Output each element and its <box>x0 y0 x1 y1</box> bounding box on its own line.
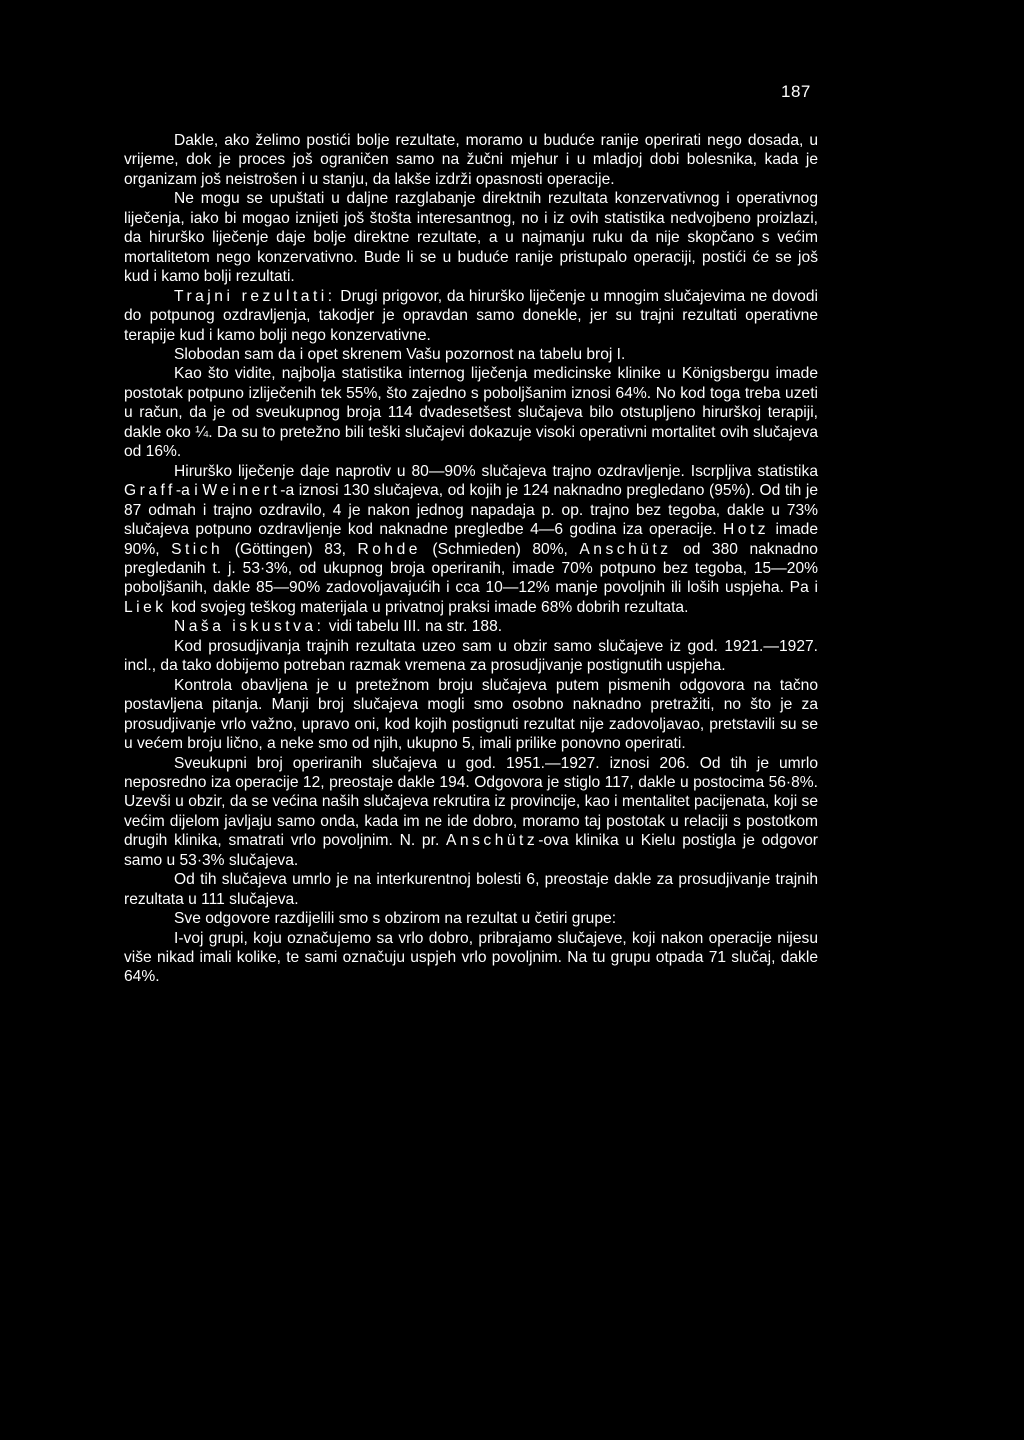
text-segment: Hirurško liječenje daje naprotiv u 80—90% slučajeva trajno ozdravljenje. Iscrpljiva statistika <box>174 462 818 480</box>
paragraph <box>124 131 818 189</box>
text-segment: Ne mogu se upuštati u daljne razglabanje direktnih rezultata konzervativnog i operativnog liječenja, iako bi mogao iznijeti još štošta interesantnog, no i iz ovih statistika nedvojbeno proizlazi, da hirurško liječenje daje bolje direktne rezultate, a u najmanju ruku da nije skopčano s većim mortalitetom nego konzervativno. Bude li se u buduće ranije pristupalo operaciji, postići će se još kud i kamo bolji rezultati. <box>124 190 818 286</box>
text-segment: -a i <box>175 482 203 500</box>
paragraph <box>124 287 818 345</box>
spaced-name: Liek <box>124 598 167 616</box>
text-segment: kod svojeg teškog materijala u privatnoj praksi imade 68% dobrih rezultata. <box>166 598 689 616</box>
spaced-name: Rohde <box>357 540 421 558</box>
spaced-name: Naša iskustva: <box>174 618 325 636</box>
spaced-name: Anschütz <box>579 540 672 558</box>
paragraph <box>124 617 818 636</box>
text-segment: Slobodan sam da i opet skrenem Vašu pozornost na tabelu broj I. <box>174 345 626 363</box>
spaced-name: Anschütz <box>446 832 539 850</box>
body-text <box>124 131 818 987</box>
text-segment: I-voj grupi, koju označujemo sa vrlo dobro, pribrajamo slučajeve, koji nakon operacije nijesu više nikad imali kolike, te sami označuju uspjeh vrlo povoljnim. Na tu grupu otpada 71 slučaj, dakle 64%. <box>124 929 818 986</box>
paragraph <box>124 929 818 987</box>
page-number: 187 <box>781 82 811 101</box>
text-segment: od 380 naknadno pregledanih t. j. 53·3%, od ukupnog broja operiranih, imade 70% potpuno bez tegoba, 15—20% poboljšanih, dakle 85—90% zadovoljavajućih i cca 10—12% manje povoljnih ili loših uspjeha. Pa i <box>124 540 818 597</box>
spaced-name: Weinert <box>202 482 281 500</box>
paragraph <box>124 364 818 461</box>
text-segment: Sve odgovore razdijelili smo s obzirom na rezultat u četiri grupe: <box>174 910 617 928</box>
paragraph <box>124 189 818 286</box>
paragraph <box>124 462 818 618</box>
text-segment: vidi tabelu III. na str. 188. <box>324 618 503 636</box>
text-segment: Kao što vidite, najbolja statistika internog liječenja medicinske klinike u Königsbergu imade postotak potpuno izliječenih tek 55%, što zajedno s poboljšanim iznosi 64%. No kod toga treba uzeti u račun, da je od sveukupnog broja 114 dvadesetšest slučajeva bilo otstupljeno hirurškoj terapiji, dakle oko ¼. Da su to pretežno bili teški slučajevi dokazuje visoki operativni mortalitet ovih slučajeva od 16%. <box>124 365 818 461</box>
text-segment: -a iznosi 130 slučajeva, od kojih je 124 naknadno pregledano (95%). Od tih je 87 odmah i trajno ozdravilo, 4 je nakon jednog napadaja p. op. trajno bez tegoba, dakle u 73% slučajeva potpuno ozdravljenje kod naknadne pregledbe 4—6 godina iza operacije. <box>124 482 818 539</box>
text-segment: (Schmieden) 80%, <box>420 540 580 558</box>
text-segment: Kontrola obavljena je u pretežnom broju slučajeva putem pismenih odgovora na tačno postavljena pitanja. Manji broj slučajeva mogli smo osobno naknadno pretražiti, no što je za prosudjivanje vrlo važno, upravo oni, kod kojih postignuti rezultat nije zadovoljavao, pretstavili su se u većem broju lično, a neke smo od njih, ukupno 5, imali prilike ponovno operirati. <box>124 676 818 753</box>
text-segment: imade 90%, <box>124 521 818 558</box>
text-segment: Drugi prigovor, da hirurško liječenje u mnogim slučajevima ne dovodi do potpunog ozdravljenja, takodjer je opravdan samo donekle, jer su trajni rezultati operativne terapije kud i kamo bolji nego konzervativne. <box>124 287 818 344</box>
paragraph <box>124 870 818 909</box>
paragraph <box>124 676 818 754</box>
text-segment: -ova klinika u Kielu postigla je odgovor samo u 53·3% slučajeva. <box>124 832 818 869</box>
text-segment: Sveukupni broj operiranih slučajeva u god. 1951.—1927. iznosi 206. Od tih je umrlo neposredno iza operacije 12, preostaje dakle 194. Odgovora je stiglo 117, dakle u postocima 56·8%. Uzevši u obzir, da se većina naših slučajeva rekrutira iz provincije, kao i mentalitet pacijenata, koji se većim dijelom javljaju samo onda, kada im ne ide dobro, moramo taj postotak u relaciji s postotkom drugih klinika, smatrati vrlo povoljnim. N. pr. <box>124 754 818 850</box>
spaced-name: Hotz <box>723 521 770 539</box>
spaced-name: Stich <box>171 540 224 558</box>
text-segment: Dakle, ako želimo postići bolje rezultate, moramo u buduće ranije operirati nego dosada, u vrijeme, dok je proces još ograničen samo na žučni mjehur i u mladjoj dobi bolesnika, kada je organizam još neistrošen i u stanju, da lakše izdrži opasnosti operacije. <box>124 132 818 188</box>
paragraph <box>124 909 818 928</box>
text-segment: Kod prosudjivanja trajnih rezultata uzeo sam u obzir samo slučajeve iz god. 1921.—1927. incl., da tako dobijemo potreban razmak vremena za prosudjivanje postignutih uspjeha. <box>124 637 818 675</box>
spaced-name: Graff <box>124 482 176 500</box>
paragraph <box>124 345 818 364</box>
paragraph <box>124 754 818 871</box>
spaced-name: Trajni rezultati: <box>174 287 336 305</box>
text-segment: Od tih slučajeva umrlo je na interkurentnoj bolesti 6, preostaje dakle za prosudjivanje trajnih rezultata u 111 slučajeva. <box>124 871 818 908</box>
text-segment: (Göttingen) 83, <box>223 540 358 558</box>
paragraph <box>124 637 818 676</box>
